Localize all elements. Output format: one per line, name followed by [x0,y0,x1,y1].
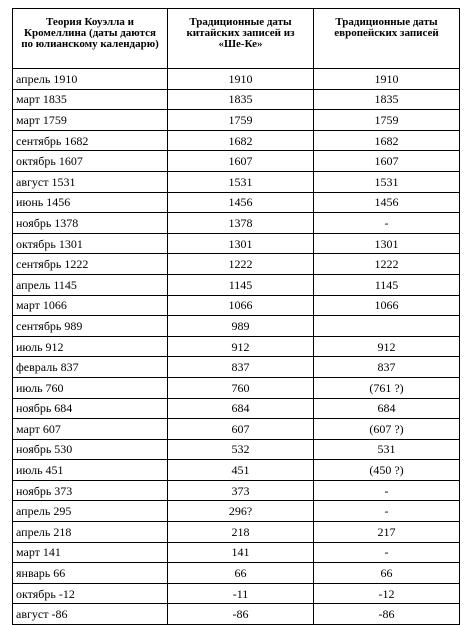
table-row [13,192,460,213]
european-date-cell: - [314,213,460,234]
chinese-date-cell: -11 [168,583,314,604]
chinese-date-cell: 1456 [168,192,314,213]
table-row [13,69,460,90]
chinese-date-cell: 837 [168,357,314,378]
european-date-cell: 1835 [314,89,460,110]
header-chinese-records: Традиционные даты китайских записей из «Ше-Ке» [168,9,314,69]
chinese-date-cell: 1301 [168,233,314,254]
european-date-cell: 1759 [314,110,460,131]
comet-dates-table [12,8,460,625]
table-row [13,480,460,501]
theory-date-cell: сентябрь 1222 [13,254,168,275]
theory-date-cell: март 1835 [13,89,168,110]
european-date-cell: 531 [314,439,460,460]
european-date-cell: 912 [314,336,460,357]
chinese-date-cell: 1835 [168,89,314,110]
european-date-cell: 837 [314,357,460,378]
chinese-date-cell: 1759 [168,110,314,131]
table-header-row [13,9,460,69]
theory-date-cell: ноябрь 530 [13,439,168,460]
european-date-cell: 1910 [314,69,460,90]
theory-date-cell: март 1759 [13,110,168,131]
theory-date-cell: октябрь 1607 [13,151,168,172]
table-row [13,377,460,398]
table-row [13,130,460,151]
chinese-date-cell: 760 [168,377,314,398]
theory-date-cell: октябрь -12 [13,583,168,604]
european-date-cell: 1145 [314,274,460,295]
chinese-date-cell: 1222 [168,254,314,275]
chinese-date-cell: 1378 [168,213,314,234]
theory-date-cell: ноябрь 373 [13,480,168,501]
table-row [13,439,460,460]
theory-date-cell: июнь 1456 [13,192,168,213]
theory-date-cell: апрель 1145 [13,274,168,295]
european-date-cell: - [314,501,460,522]
chinese-date-cell: 607 [168,419,314,440]
european-date-cell: 1682 [314,130,460,151]
table-row [13,460,460,481]
chinese-date-cell: 373 [168,480,314,501]
european-date-cell: 217 [314,522,460,543]
chinese-date-cell: 989 [168,316,314,337]
table-row [13,542,460,563]
european-date-cell: 1456 [314,192,460,213]
theory-date-cell: апрель 1910 [13,69,168,90]
european-date-cell: 1607 [314,151,460,172]
table-row [13,89,460,110]
chinese-date-cell: 684 [168,398,314,419]
european-date-cell [314,316,460,337]
theory-date-cell: февраль 837 [13,357,168,378]
theory-date-cell: сентябрь 1682 [13,130,168,151]
chinese-date-cell: 912 [168,336,314,357]
chinese-date-cell: 1682 [168,130,314,151]
table-row [13,398,460,419]
chinese-date-cell: 532 [168,439,314,460]
european-date-cell: 1531 [314,171,460,192]
table-row [13,233,460,254]
theory-date-cell: июль 760 [13,377,168,398]
table-body [13,69,460,625]
table-row [13,213,460,234]
theory-date-cell: март 607 [13,419,168,440]
theory-date-cell: август -86 [13,604,168,625]
table-row [13,522,460,543]
chinese-date-cell: 451 [168,460,314,481]
header-cowell-crommelin: Теория Коуэлла и Кромеллина (даты даются по юлианскому календарю) [13,9,168,69]
table-row [13,583,460,604]
table-row [13,274,460,295]
european-date-cell: (761 ?) [314,377,460,398]
chinese-date-cell: 218 [168,522,314,543]
theory-date-cell: апрель 218 [13,522,168,543]
table-row [13,604,460,625]
chinese-date-cell: 1531 [168,171,314,192]
table-row [13,563,460,584]
european-date-cell: -12 [314,583,460,604]
european-date-cell: (607 ?) [314,419,460,440]
theory-date-cell: январь 66 [13,563,168,584]
theory-date-cell: октябрь 1301 [13,233,168,254]
theory-date-cell: июль 451 [13,460,168,481]
chinese-date-cell: 1607 [168,151,314,172]
european-date-cell: - [314,542,460,563]
european-date-cell: 1222 [314,254,460,275]
european-date-cell: 1066 [314,295,460,316]
header-european-records: Традиционные даты европейских записей [314,9,460,69]
chinese-date-cell: 1910 [168,69,314,90]
european-date-cell: 1301 [314,233,460,254]
theory-date-cell: март 1066 [13,295,168,316]
chinese-date-cell: 1066 [168,295,314,316]
theory-date-cell: ноябрь 1378 [13,213,168,234]
european-date-cell: 66 [314,563,460,584]
table-row [13,316,460,337]
european-date-cell: - [314,480,460,501]
european-date-cell: 684 [314,398,460,419]
table-row [13,151,460,172]
european-date-cell: (450 ?) [314,460,460,481]
table-row [13,336,460,357]
chinese-date-cell: 141 [168,542,314,563]
theory-date-cell: июль 912 [13,336,168,357]
chinese-date-cell: 1145 [168,274,314,295]
chinese-date-cell: 296? [168,501,314,522]
table-row [13,110,460,131]
theory-date-cell: август 1531 [13,171,168,192]
table-row [13,171,460,192]
table-row [13,295,460,316]
theory-date-cell: март 141 [13,542,168,563]
chinese-date-cell: 66 [168,563,314,584]
theory-date-cell: ноябрь 684 [13,398,168,419]
table-row [13,357,460,378]
chinese-date-cell: -86 [168,604,314,625]
european-date-cell: -86 [314,604,460,625]
table-row [13,419,460,440]
table-row [13,501,460,522]
theory-date-cell: сентябрь 989 [13,316,168,337]
table-row [13,254,460,275]
theory-date-cell: апрель 295 [13,501,168,522]
